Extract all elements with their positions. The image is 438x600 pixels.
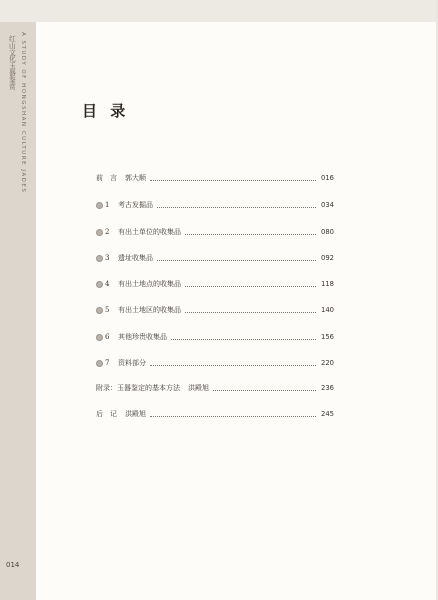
book-title-english: A STUDY OF HONGSHAN CULTURE JADES (20, 32, 26, 194)
dot-leader (157, 256, 316, 261)
circle-marker-icon (96, 255, 103, 262)
dot-leader (185, 308, 316, 313)
toc-entry-page: 236 (321, 384, 334, 392)
toc-entry-page: 140 (321, 306, 334, 314)
toc-entry-page: 156 (321, 333, 334, 341)
toc-entry-page: 092 (321, 254, 334, 262)
toc-entry-title: 其他珍贵收集品 (118, 333, 167, 341)
toc-entry-author: 洪殿旭 (125, 410, 146, 418)
dot-leader (157, 203, 316, 208)
toc-entry-author: 洪殿旭 (188, 384, 209, 392)
toc-entry-title: 后 记 (96, 410, 117, 418)
chapter-number: 4 (96, 280, 114, 288)
chapter-number: 2 (96, 228, 114, 236)
toc-entry[interactable] (96, 199, 334, 211)
chapter-number: 1 (96, 201, 114, 209)
toc-entry-title: 遗址收集品 (118, 254, 153, 262)
book-title-vertical: 红山文化玉器鉴赏 (9, 35, 17, 91)
dot-leader (185, 230, 316, 235)
dot-leader (185, 282, 316, 287)
toc-entry[interactable] (96, 408, 334, 420)
toc-entry[interactable] (96, 252, 334, 264)
dot-leader (150, 176, 316, 181)
dot-leader (150, 361, 316, 366)
chapter-number: 3 (96, 254, 114, 262)
toc-entry-title: 有出土地点的收集品 (118, 280, 181, 288)
toc-entry[interactable] (96, 382, 334, 394)
page-number: 014 (6, 561, 20, 569)
toc-entry-title: 资料部分 (118, 359, 146, 367)
chapter-number: 5 (96, 306, 114, 314)
toc-entry[interactable] (96, 331, 334, 343)
chapter-number: 7 (96, 359, 114, 367)
circle-marker-icon (96, 360, 103, 367)
circle-marker-icon (96, 202, 103, 209)
chapter-number: 6 (96, 333, 114, 341)
circle-marker-icon (96, 307, 103, 314)
toc-entry-page: 220 (321, 359, 334, 367)
toc-entry-page: 034 (321, 201, 334, 209)
toc-entry-page: 245 (321, 410, 334, 418)
toc-entry-title: 附录：玉器鉴定的基本方法 (96, 384, 180, 392)
toc-entry[interactable] (96, 304, 334, 316)
circle-marker-icon (96, 229, 103, 236)
toc-entry-page: 118 (321, 280, 334, 288)
toc-entry-title: 有出土地区的收集品 (118, 306, 181, 314)
toc-entry[interactable] (96, 278, 334, 290)
toc-entry-title: 有出土单位的收集品 (118, 228, 181, 236)
dot-leader (150, 412, 316, 417)
dot-leader (213, 386, 316, 391)
top-margin (0, 0, 438, 22)
toc-entry[interactable] (96, 226, 334, 238)
toc-entry[interactable] (96, 357, 334, 369)
toc-entry-title: 考古发掘品 (118, 201, 153, 209)
toc-entry-page: 016 (321, 174, 334, 182)
toc-heading: 目 录 (82, 102, 130, 120)
toc-entry-title: 前 言 (96, 174, 117, 182)
dot-leader (171, 335, 316, 340)
toc-entry[interactable] (96, 172, 334, 184)
toc-entry-author: 郭大顺 (125, 174, 146, 182)
circle-marker-icon (96, 281, 103, 288)
side-band (0, 22, 36, 600)
toc-entry-page: 080 (321, 228, 334, 236)
circle-marker-icon (96, 334, 103, 341)
